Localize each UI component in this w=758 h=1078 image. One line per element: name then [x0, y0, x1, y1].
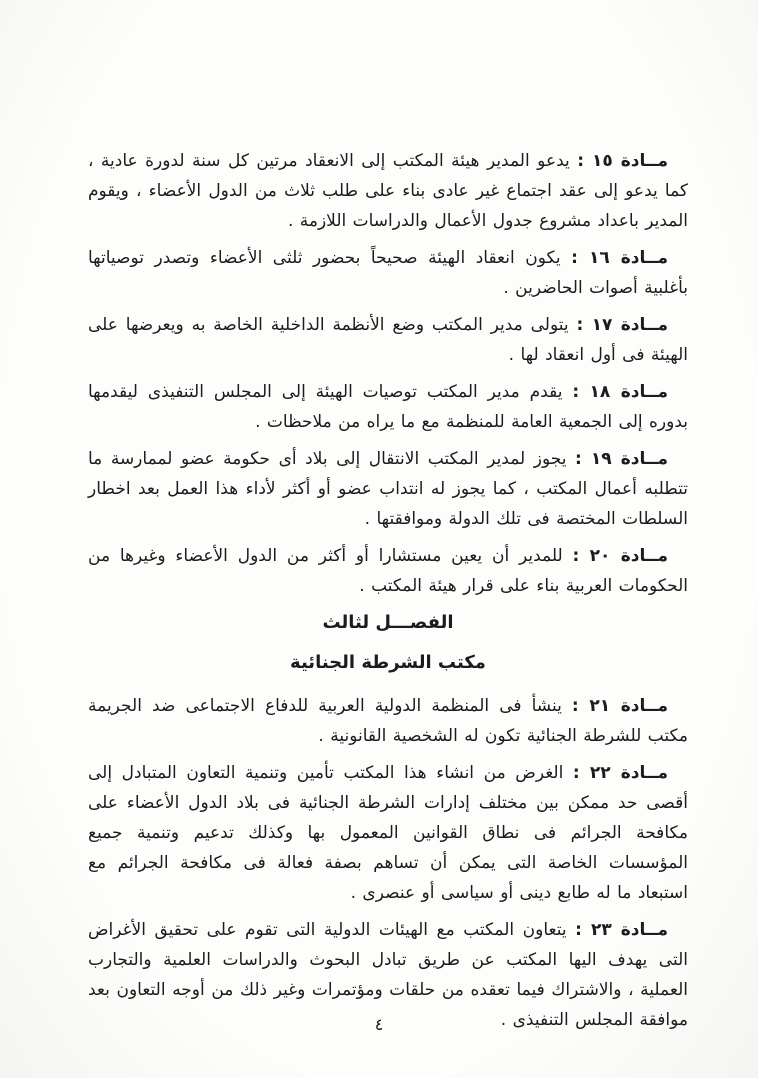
- chapter-subtitle: مكتب الشرطة الجنائية: [290, 652, 486, 673]
- article-23-text: يتعاون المكتب مع الهيئات الدولية التى تقوم على تحقيق الأغراض التى يهدف اليها المكتب عن طريق تبادل البحوث والدراسات العلمية والتجارب العملية ، والاشتراك فيما تعقده من حلقات ومؤتمرات وغير ذلك من أوجه التعاون بعد موافقة المجلس التنفيذى .: [88, 920, 688, 1030]
- chapter-heading-block: [88, 611, 688, 675]
- article-21-text: ينشأ فى المنظمة الدولية العربية للدفاع الاجتماعى ضد الجريمة مكتب للشرطة الجنائية تكون له الشخصية القانونية .: [88, 696, 688, 746]
- article-19: [88, 444, 688, 534]
- article-22: [88, 758, 688, 908]
- article-17-label: مــادة ١٧ :: [576, 315, 669, 335]
- article-20: [88, 541, 688, 601]
- article-21-label: مــادة ٢١ :: [571, 696, 669, 716]
- article-21: [88, 691, 688, 751]
- article-15: [88, 146, 688, 236]
- document-content: [88, 146, 688, 1042]
- article-22-label: مــادة ٢٢ :: [572, 763, 669, 783]
- chapter-title: الفصـــل لثالث: [322, 612, 454, 633]
- article-20-text: للمدير أن يعين مستشارا أو أكثر من الدول الأعضاء وغيرها من الحكومات العربية بناء على قرار هيئة المكتب .: [88, 546, 688, 596]
- article-18: [88, 377, 688, 437]
- article-18-label: مــادة ١٨ :: [572, 382, 668, 402]
- article-16: [88, 243, 688, 303]
- page-number: ٤: [374, 1015, 384, 1034]
- article-23-label: مــادة ٢٣ :: [575, 920, 669, 940]
- article-16-text: يكون انعقاد الهيئة صحيحاً بحضور ثلثى الأعضاء وتصدر توصياتها بأغلبية أصوات الحاضرين .: [88, 248, 688, 298]
- article-15-label: مــادة ١٥ :: [577, 151, 668, 171]
- article-17: [88, 310, 688, 370]
- article-18-text: يقدم مدير المكتب توصيات الهيئة إلى المجلس التنفيذى ليقدمها بدوره إلى الجمعية العامة للمنظمة مع ما يراه من ملاحظات .: [88, 382, 688, 432]
- article-22-text: الغرض من انشاء هذا المكتب تأمين وتنمية التعاون المتبادل إلى أقصى حد ممكن بين مختلف إدارات الشرطة الجنائية فى بلاد الدول الأعضاء على مكافحة الجرائم فى نطاق القوانين المعمول بها وكذلك تدعيم وتنمية جميع المؤسسات الخاصة التى يمكن أن تساهم بصفة فعالة فى مكافحة الجرائم مع استبعاد ما له طابع دينى أو سياسى أو عنصرى .: [88, 763, 688, 903]
- article-20-label: مــادة ٢٠ :: [572, 546, 669, 566]
- article-17-text: يتولى مدير المكتب وضع الأنظمة الداخلية الخاصة به ويعرضها على الهيئة فى أول انعقاد لها .: [88, 315, 688, 365]
- article-19-text: يجوز لمدير المكتب الانتقال إلى بلاد أى حكومة عضو لممارسة ما تتطلبه أعمال المكتب ، كما يجوز له انتداب عضو أو أكثر لأداء هذا العمل بعد اخطار السلطات المختصة فى تلك الدولة وموافقتها .: [88, 449, 688, 529]
- article-16-label: مــادة ١٦ :: [571, 248, 669, 268]
- article-15-text: يدعو المدير هيئة المكتب إلى الانعقاد مرتين كل سنة لدورة عادية ، كما يدعو إلى عقد اجتماع غير عادى بناء على طلب ثلاث من الدول الأعضاء ، ويقوم المدير باعداد مشروع جدول الأعمال والدراسات اللازمة .: [88, 151, 688, 231]
- article-19-label: مــادة ١٩ :: [575, 449, 669, 469]
